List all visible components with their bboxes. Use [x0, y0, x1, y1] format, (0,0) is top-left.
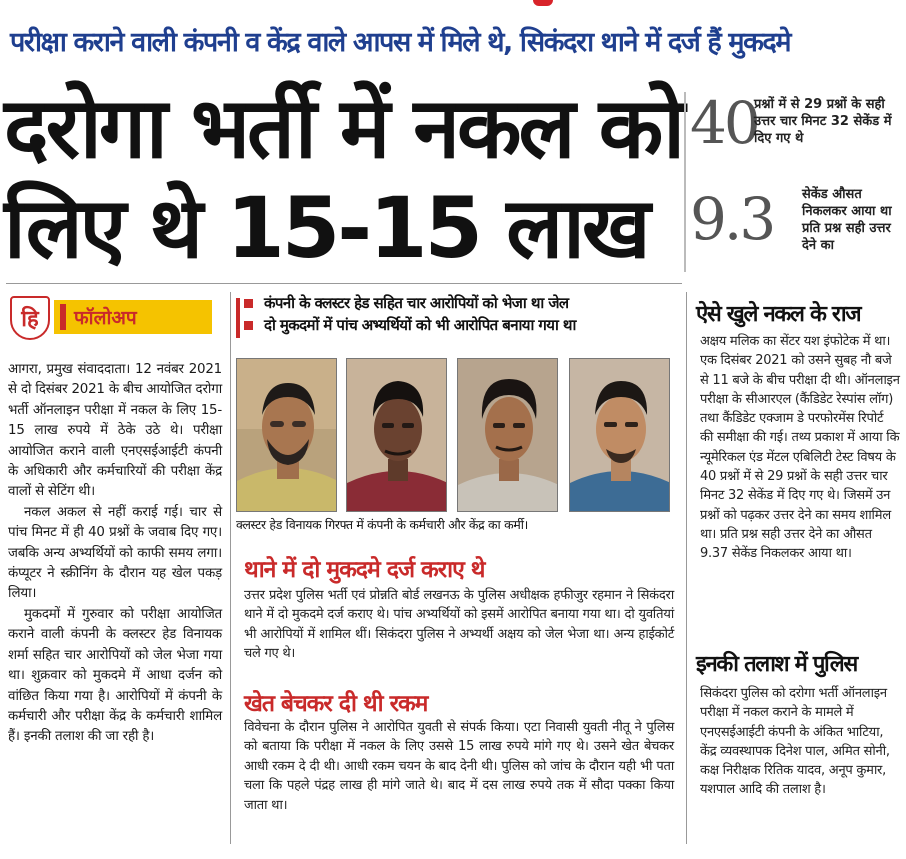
top-band [0, 0, 906, 10]
column-rule-left [230, 292, 231, 844]
followup-label-text: फॉलोअप [74, 307, 137, 329]
portrait-image [570, 359, 670, 512]
middle-heading-1: थाने में दो मुकदमे दर्ज कराए थे [244, 557, 485, 583]
story-paragraph: आगरा, प्रमुख संवाददाता। 12 नवंबर 2021 से दो दिसंबर 2021 के बीच आयोजित दरोगा भर्ती ऑनलाइन परीक्षा में नकल के लिए 15-15 लाख रुपये में ठेके उठे थे। परीक्षा आयोजित कराने वाली एनएसईआईटी कंपनी के अधिकारी और कर्मचारियों की परीक्षा केंद्र वालों से सेटिंग थी। [8, 362, 222, 500]
label-red-bar [60, 304, 66, 330]
column-rule-right [686, 292, 687, 844]
bullet-item [238, 292, 678, 314]
right-body-2: सिकंदरा पुलिस को दरोगा भर्ती ऑनलाइन परीक्षा में नकल कराने के मामले में एनएसईआईटी कंपनी के अंकित भाटिया, केंद्र व्यवस्थापक दिनेश पाल, अमित सोनी, कक्ष निरीक्षक रितिक यादव, अनूप कुमार, यशपाल आदि की तलाश है। [700, 686, 890, 798]
middle-heading-2: खेत बेचकर दी थी रकम [244, 691, 428, 717]
fact-text-1: प्रश्नों में से 29 प्रश्नों के सही उत्तर चार मिनट 32 सेकेंड में दिए गए थे [754, 97, 892, 146]
kicker-line: परीक्षा कराने वाली कंपनी व केंद्र वाले आपस में मिले थे, सिकंदरा थाने में दर्ज हैं मुकदमे [10, 27, 791, 58]
middle-body-1: उत्तर प्रदेश पुलिस भर्ती एवं प्रोन्नति बोर्ड लखनऊ के पुलिस अधीक्षक हफीजुर रहमान ने सिकंदरा थाने में दो मुकदमे दर्ज कराए थे। पांच अभ्यर्थियों को इसमें आरोपित बनाया गया था। दो युवतियां भी आरोपियों में शामिल थीं। सिकंदरा पुलिस ने अभ्यर्थी अक्षय को जेल भेजा था। अन्य हाईकोर्ट चले गए थे। [244, 588, 674, 662]
portrait-image [458, 359, 558, 512]
bullet-square-icon [244, 299, 253, 308]
middle-body-2: विवेचना के दौरान पुलिस ने आरोपित युवती से संपर्क किया। एटा निवासी युवती नीतू ने पुलिस को बताया कि परीक्षा में नकल के लिए उससे 15 लाख रुपये मांगे गए थे। उसने खेत बेचकर आधी रकम दे दी थी। आधी रकम चयन के बाद देनी थी। पुलिस को जांच के दौरान यही भी पता चला कि पहले पंद्रह लाख ही मांगे जाते थे। बाद में दस लाख रुपये तक में सौदा पक्का किया जाता था। [244, 720, 674, 813]
right-body-1: अक्षय मलिक का सेंटर यश इंफोटेक में था। एक दिसंबर 2021 को उसने सुबह नौ बजे से 11 बजे के बीच परीक्षा दी थी। ऑनलाइन परीक्षा के सीआरएल (कैंडिडेट रेस्पांस लॉग) तथा कैंडिडेट एक्जाम डे परफोरमेंस रिपोर्ट की समीक्षा की गई। तथ्य प्रकाश में आया कि न्यूमेरिकल एंड मेंटल एबिलिटी टेस्ट विषय के 40 प्रश्नों में से 29 प्रश्नों के सही उत्तर चार मिनट 32 सेकेंड में दिए गए थे। जिसमें उन प्रश्नों को पढ़कर उत्तर देने का समय शामिल था। प्रति प्रश्न सही उत्तर देने का औसत 9.37 सेकेंड निकलकर आया था। [700, 334, 900, 562]
accused-photo-4 [569, 358, 670, 512]
photo-strip [236, 358, 674, 534]
right-heading-2: इनकी तलाश में पुलिस [696, 652, 857, 677]
bullet-square-icon [244, 321, 253, 330]
bullet-list [238, 292, 678, 336]
fact-text-2: सेकेंड औसत निकलकर आया था प्रति प्रश्न सही उत्तर देने का [802, 187, 892, 253]
hindustan-logo-icon: हि [10, 296, 50, 340]
photo-caption: क्लस्टर हेड विनायक गिरफ्त में कंपनी के कर्मचारी और केंद्र का कर्मी। [236, 517, 529, 532]
left-column-story [8, 360, 222, 748]
fact-number-1: 40 [690, 89, 758, 157]
fact-number-2: 9.3 [690, 185, 774, 253]
portrait-image [347, 359, 447, 512]
accused-photo-2 [346, 358, 447, 512]
accused-photo-1 [236, 358, 337, 512]
bullet-text: कंपनी के क्लस्टर हेड सहित चार आरोपियों को भेजा था जेल [264, 294, 569, 312]
accused-photo-3 [457, 358, 558, 512]
divider-rule [6, 283, 682, 284]
bullet-text: दो मुकदमों में पांच अभ्यर्थियों को भी आरोपित बनाया गया था [264, 316, 576, 334]
story-paragraph: नकल अकल से नहीं कराई गई। चार से पांच मिनट में ही 40 प्रश्नों के जवाब दिए गए। जबकि अन्य अभ्यर्थियों को काफी समय लगा। कंप्यूटर ने स्क्रीनिंग के दौरान यह खेल पकड़ लिया। [8, 504, 222, 602]
top-red-mark [533, 0, 553, 6]
headline-line-1: दरोगा भर्ती में नकल को [4, 79, 683, 177]
portrait-image [237, 359, 337, 512]
story-paragraph: मुकदमों में गुरुवार को परीक्षा आयोजित कराने वाली कंपनी के क्लस्टर हेड विनायक शर्मा सहित चार आरोपियों को जेल भेजा गया था। शुक्रवार को मुकदमे में आधा दर्जन को वांछित किया गया है। आरोपियों में कंपनी के कर्मचारी और परीक्षा केंद्र के कर्मचारी शामिल हैं। इनकी तलाश की जा रही है। [8, 606, 222, 745]
bullet-item [238, 314, 678, 336]
right-heading-1: ऐसे खुले नकल के राज [696, 302, 861, 327]
headline-line-2: लिए थे 15-15 लाख [4, 179, 648, 277]
followup-label [54, 300, 212, 334]
headline-divider [684, 92, 686, 272]
